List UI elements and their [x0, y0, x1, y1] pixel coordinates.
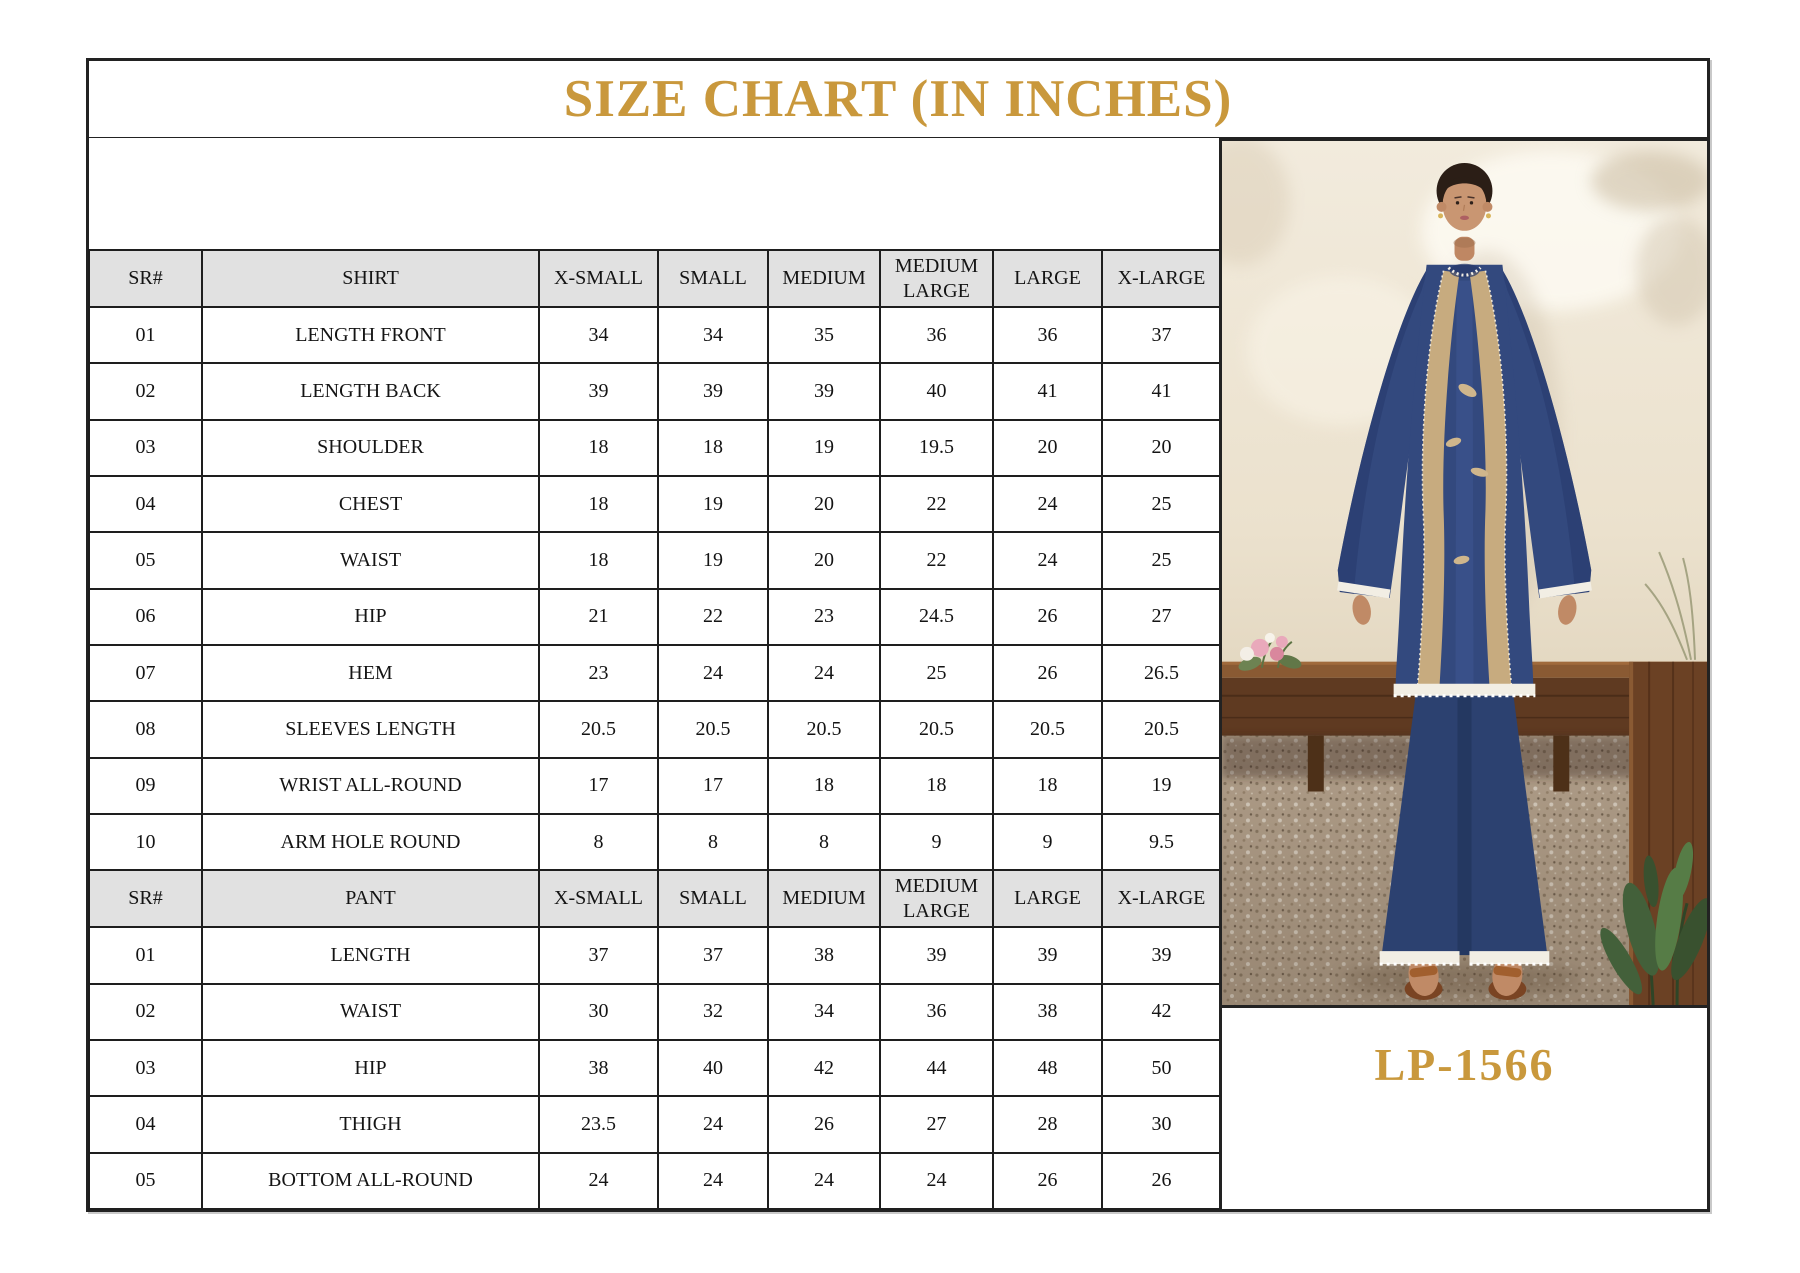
size-value-cell: 19	[658, 476, 768, 532]
pant-lace-trim	[1380, 951, 1460, 964]
size-value-cell: 34	[658, 307, 768, 363]
sr-cell: 03	[89, 1040, 202, 1096]
size-value-cell: 42	[1102, 984, 1221, 1040]
size-value-cell: 37	[1102, 307, 1221, 363]
size-value-cell: 24	[768, 645, 880, 701]
measurement-label-cell: HEM	[202, 645, 539, 701]
size-header-cell: MEDIUM LARGE	[880, 250, 993, 307]
tunic-hem-lace	[1394, 684, 1536, 696]
size-value-cell: 35	[768, 307, 880, 363]
size-value-cell: 9	[880, 814, 993, 870]
sr-cell: 02	[89, 984, 202, 1040]
sr-cell: 03	[89, 420, 202, 476]
size-value-cell: 26	[993, 589, 1102, 645]
content-frame	[86, 58, 1710, 1212]
earring	[1438, 213, 1443, 218]
size-value-cell: 41	[993, 363, 1102, 419]
sr-cell: 06	[89, 589, 202, 645]
size-header-cell: X-LARGE	[1102, 870, 1221, 927]
sr-cell: 07	[89, 645, 202, 701]
size-value-cell: 17	[539, 758, 658, 814]
measurement-label-cell: HIP	[202, 589, 539, 645]
table-panel	[86, 138, 1222, 1212]
leaf-shadow	[1591, 151, 1707, 211]
size-value-cell: 42	[768, 1040, 880, 1096]
sr-cell: 08	[89, 701, 202, 757]
measurement-label-cell: WRIST ALL-ROUND	[202, 758, 539, 814]
measurement-label-cell: LENGTH	[202, 927, 539, 983]
measurement-row	[89, 589, 1221, 645]
size-header-cell: MEDIUM	[768, 870, 880, 927]
measurement-label-cell: BOTTOM ALL-ROUND	[202, 1153, 539, 1209]
size-value-cell: 18	[880, 758, 993, 814]
size-header-cell: LARGE	[993, 250, 1102, 307]
size-value-cell: 28	[993, 1096, 1102, 1152]
size-header-cell: X-SMALL	[539, 250, 658, 307]
size-value-cell: 40	[658, 1040, 768, 1096]
size-value-cell: 20	[1102, 420, 1221, 476]
pant-lace-trim	[1469, 951, 1549, 964]
section-name-cell: PANT	[202, 870, 539, 927]
size-value-cell: 18	[539, 532, 658, 588]
measurement-row	[89, 307, 1221, 363]
size-value-cell: 18	[539, 476, 658, 532]
measurement-row	[89, 420, 1221, 476]
size-value-cell: 38	[768, 927, 880, 983]
size-value-cell: 20	[768, 476, 880, 532]
size-header-cell: SMALL	[658, 250, 768, 307]
size-value-cell: 41	[1102, 363, 1221, 419]
size-header-cell: MEDIUM	[768, 250, 880, 307]
size-value-cell: 39	[768, 363, 880, 419]
product-photo	[1219, 138, 1710, 1008]
measurement-row	[89, 1096, 1221, 1152]
measurement-row	[89, 532, 1221, 588]
size-value-cell: 37	[539, 927, 658, 983]
size-value-cell: 38	[539, 1040, 658, 1096]
size-value-cell: 20.5	[1102, 701, 1221, 757]
size-value-cell: 22	[880, 476, 993, 532]
measurement-row	[89, 758, 1221, 814]
size-value-cell: 24	[658, 1096, 768, 1152]
size-value-cell: 17	[658, 758, 768, 814]
size-value-cell: 26	[993, 1153, 1102, 1209]
section-name-cell: SHIRT	[202, 250, 539, 307]
size-value-cell: 39	[1102, 927, 1221, 983]
section-header-row	[89, 870, 1221, 927]
size-value-cell: 23	[539, 645, 658, 701]
size-value-cell: 25	[880, 645, 993, 701]
sr-cell: 01	[89, 927, 202, 983]
size-value-cell: 34	[539, 307, 658, 363]
size-header-cell: SMALL	[658, 870, 768, 927]
size-value-cell: 24.5	[880, 589, 993, 645]
size-value-cell: 24	[658, 645, 768, 701]
size-value-cell: 18	[768, 758, 880, 814]
size-value-cell: 48	[993, 1040, 1102, 1096]
size-chart-body	[89, 250, 1221, 1209]
size-value-cell: 24	[993, 532, 1102, 588]
measurement-row	[89, 701, 1221, 757]
size-value-cell: 32	[658, 984, 768, 1040]
size-value-cell: 36	[993, 307, 1102, 363]
size-value-cell: 39	[880, 927, 993, 983]
measurement-label-cell: SHOULDER	[202, 420, 539, 476]
size-value-cell: 19	[1102, 758, 1221, 814]
measurement-label-cell: LENGTH FRONT	[202, 307, 539, 363]
model-photo-illustration	[1222, 141, 1707, 1005]
size-value-cell: 22	[880, 532, 993, 588]
size-value-cell: 50	[1102, 1040, 1221, 1096]
sr-cell: 10	[89, 814, 202, 870]
size-value-cell: 20.5	[658, 701, 768, 757]
measurement-label-cell: LENGTH BACK	[202, 363, 539, 419]
size-value-cell: 19	[658, 532, 768, 588]
size-value-cell: 18	[993, 758, 1102, 814]
size-value-cell: 26.5	[1102, 645, 1221, 701]
size-value-cell: 18	[658, 420, 768, 476]
sr-header-cell: SR#	[89, 870, 202, 927]
size-value-cell: 25	[1102, 476, 1221, 532]
size-chart-table-wrap	[88, 249, 1220, 1210]
sr-cell: 05	[89, 1153, 202, 1209]
size-value-cell: 23	[768, 589, 880, 645]
size-value-cell: 36	[880, 307, 993, 363]
measurement-label-cell: WAIST	[202, 984, 539, 1040]
measurement-label-cell: HIP	[202, 1040, 539, 1096]
measurement-label-cell: ARM HOLE ROUND	[202, 814, 539, 870]
size-value-cell: 24	[768, 1153, 880, 1209]
sr-cell: 04	[89, 1096, 202, 1152]
section-header-row	[89, 250, 1221, 307]
size-value-cell: 19.5	[880, 420, 993, 476]
size-value-cell: 24	[880, 1153, 993, 1209]
size-value-cell: 8	[768, 814, 880, 870]
size-value-cell: 9	[993, 814, 1102, 870]
measurement-row	[89, 814, 1221, 870]
measurement-label-cell: CHEST	[202, 476, 539, 532]
size-value-cell: 39	[658, 363, 768, 419]
sr-header-cell: SR#	[89, 250, 202, 307]
size-value-cell: 24	[993, 476, 1102, 532]
size-header-cell: LARGE	[993, 870, 1102, 927]
measurement-row	[89, 1153, 1221, 1209]
size-value-cell: 20	[993, 420, 1102, 476]
measurement-row	[89, 363, 1221, 419]
size-value-cell: 25	[1102, 532, 1221, 588]
size-value-cell: 19	[768, 420, 880, 476]
size-value-cell: 20	[768, 532, 880, 588]
product-code: LP-1566	[1374, 1039, 1555, 1090]
measurement-label-cell: WAIST	[202, 532, 539, 588]
size-value-cell: 26	[768, 1096, 880, 1152]
product-code-panel	[1219, 1006, 1710, 1212]
sr-cell: 04	[89, 476, 202, 532]
sr-cell: 09	[89, 758, 202, 814]
measurement-label-cell: SLEEVES LENGTH	[202, 701, 539, 757]
sr-cell: 05	[89, 532, 202, 588]
size-value-cell: 30	[1102, 1096, 1221, 1152]
model-floor-shadow	[1342, 963, 1582, 995]
size-value-cell: 40	[880, 363, 993, 419]
sr-cell: 01	[89, 307, 202, 363]
size-value-cell: 23.5	[539, 1096, 658, 1152]
size-value-cell: 34	[768, 984, 880, 1040]
size-value-cell: 9.5	[1102, 814, 1221, 870]
size-value-cell: 21	[539, 589, 658, 645]
sr-cell: 02	[89, 363, 202, 419]
size-value-cell: 36	[880, 984, 993, 1040]
measurement-row	[89, 927, 1221, 983]
measurement-row	[89, 1040, 1221, 1096]
size-header-cell: MEDIUM LARGE	[880, 870, 993, 927]
measurement-row	[89, 645, 1221, 701]
size-value-cell: 26	[1102, 1153, 1221, 1209]
size-header-cell: X-LARGE	[1102, 250, 1221, 307]
size-value-cell: 24	[539, 1153, 658, 1209]
size-value-cell: 20.5	[993, 701, 1102, 757]
size-value-cell: 44	[880, 1040, 993, 1096]
size-value-cell: 38	[993, 984, 1102, 1040]
size-value-cell: 26	[993, 645, 1102, 701]
page-title: SIZE CHART (IN INCHES)	[563, 70, 1233, 128]
size-value-cell: 37	[658, 927, 768, 983]
size-value-cell: 8	[658, 814, 768, 870]
measurement-row	[89, 984, 1221, 1040]
earring	[1486, 213, 1491, 218]
size-value-cell: 20.5	[768, 701, 880, 757]
size-chart-table	[88, 249, 1222, 1210]
size-value-cell: 8	[539, 814, 658, 870]
size-value-cell: 22	[658, 589, 768, 645]
size-value-cell: 20.5	[880, 701, 993, 757]
measurement-label-cell: THIGH	[202, 1096, 539, 1152]
size-value-cell: 27	[1102, 589, 1221, 645]
size-header-cell: X-SMALL	[539, 870, 658, 927]
measurement-row	[89, 476, 1221, 532]
size-value-cell: 30	[539, 984, 658, 1040]
size-value-cell: 24	[658, 1153, 768, 1209]
size-value-cell: 39	[539, 363, 658, 419]
size-value-cell: 39	[993, 927, 1102, 983]
title-bar	[86, 58, 1710, 140]
size-value-cell: 20.5	[539, 701, 658, 757]
size-value-cell: 18	[539, 420, 658, 476]
size-value-cell: 27	[880, 1096, 993, 1152]
